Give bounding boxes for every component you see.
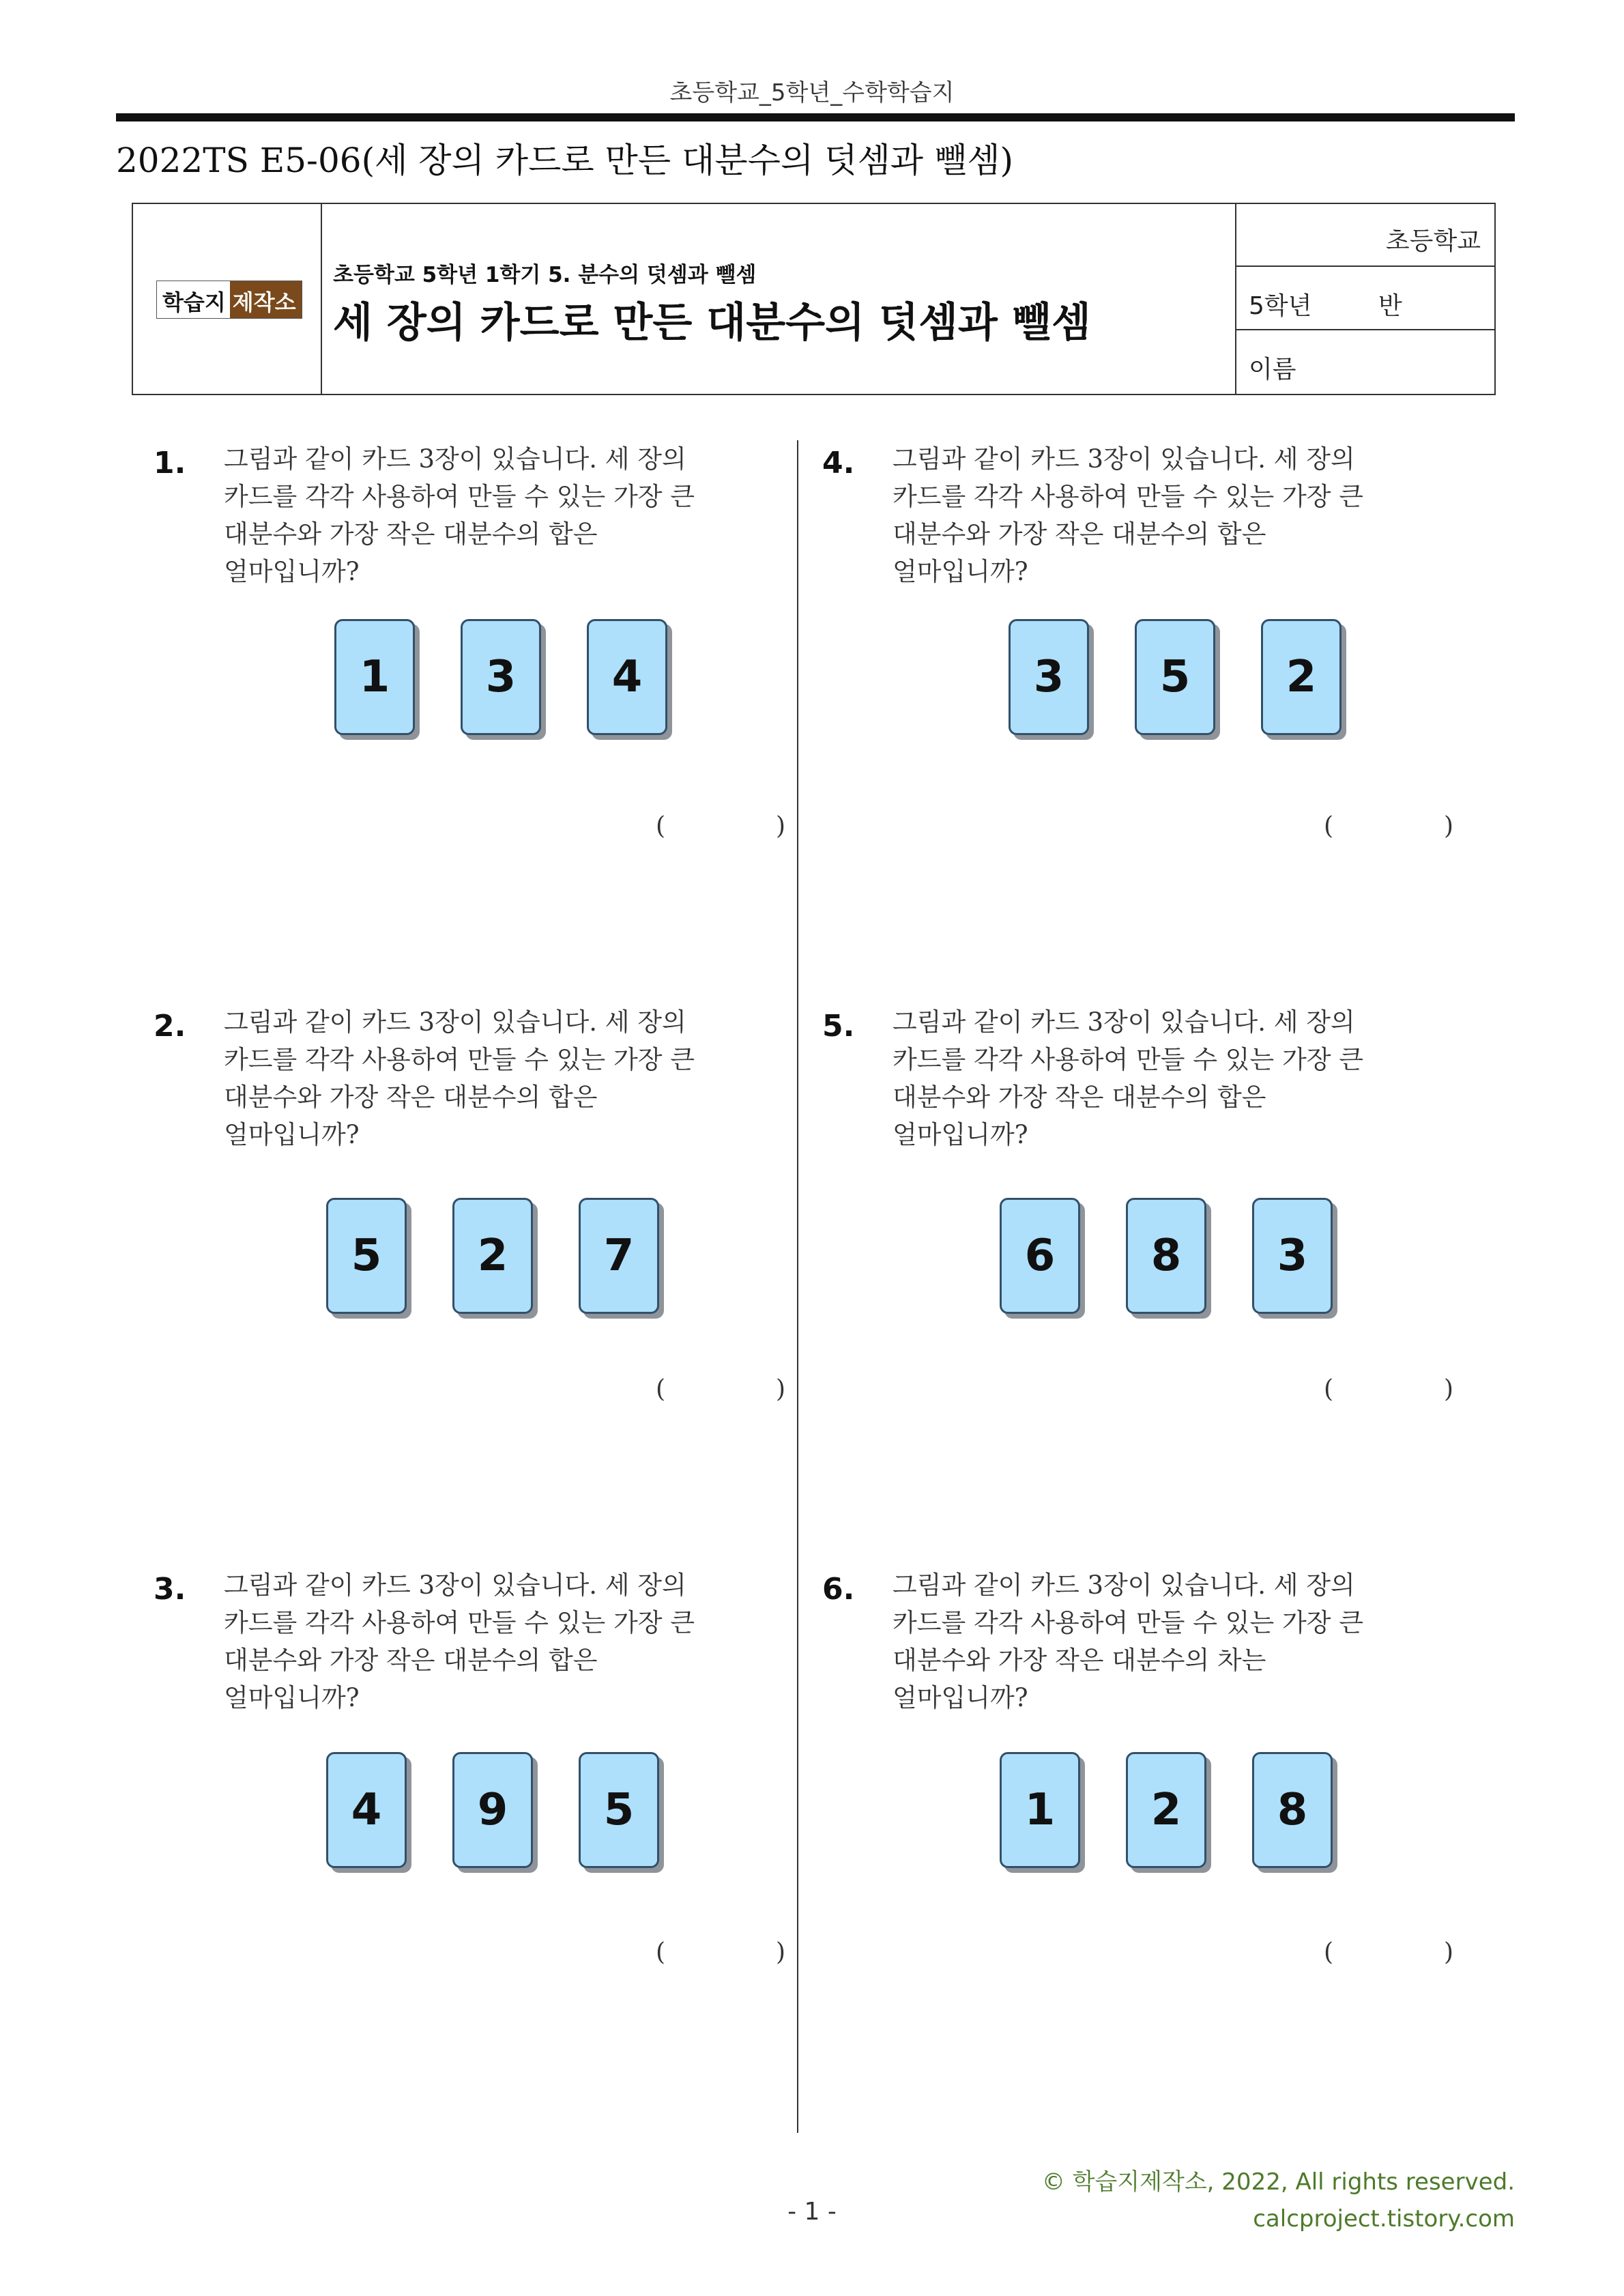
problem-line: 카드를 각각 사용하여 만들 수 있는 가장 큰 [224, 482, 695, 511]
problem-line: 대분수와 가장 작은 대분수의 합은 [224, 1082, 598, 1112]
problem-text [893, 1566, 1438, 1717]
number-card: 3 [461, 619, 541, 735]
number-card: 7 [579, 1198, 659, 1314]
problem-line: 얼마입니까? [224, 557, 360, 586]
page-number: - 1 - [787, 2198, 837, 2226]
problem-1 [154, 440, 822, 918]
class-label: 반 [1378, 292, 1402, 320]
answer-blank[interactable] [1324, 1375, 1453, 1409]
problem-2 [154, 1003, 822, 1481]
problem-text [893, 440, 1438, 590]
problem-line: 카드를 각각 사용하여 만들 수 있는 가장 큰 [893, 482, 1363, 511]
name-label: 이름 [1249, 356, 1296, 384]
problem-line: 그림과 같이 카드 3장이 있습니다. 세 장의 [893, 444, 1355, 474]
worksheet-header [132, 203, 1496, 395]
answer-close-paren: ) [1443, 1375, 1453, 1403]
answer-close-paren: ) [775, 1938, 785, 1966]
problem-6 [822, 1566, 1491, 2044]
problem-line: 카드를 각각 사용하여 만들 수 있는 가장 큰 [893, 1045, 1363, 1074]
problem-line: 얼마입니까? [893, 1683, 1028, 1712]
problem-line: 얼마입니까? [224, 1120, 360, 1149]
answer-open-paren: ( [1324, 1938, 1334, 1966]
logo-cell [133, 204, 322, 394]
number-card: 4 [587, 619, 667, 735]
answer-close-paren: ) [1443, 812, 1453, 840]
problem-line: 그림과 같이 카드 3장이 있습니다. 세 장의 [224, 1007, 686, 1037]
problem-line: 얼마입니까? [224, 1683, 360, 1712]
document-title: 2022TS E5-06(세 장의 카드로 만든 대분수의 덧셈과 뺄셈) [116, 141, 1014, 180]
problem-text [224, 1003, 770, 1153]
number-card: 3 [1252, 1198, 1333, 1314]
problem-line: 대분수와 가장 작은 대분수의 합은 [893, 519, 1266, 549]
problem-4 [822, 440, 1491, 918]
school-row [1235, 204, 1494, 267]
number-card: 1 [334, 619, 415, 735]
logo-text-b: 제작소 [230, 281, 302, 318]
student-info [1235, 204, 1494, 394]
top-caption: 초등학교_5학년_수학학습지 [669, 79, 955, 106]
problem-text [893, 1003, 1438, 1153]
problem-number: 2. [154, 1009, 186, 1044]
brand-logo [156, 281, 302, 319]
copyright-line: © 학습지제작소, 2022, All rights reserved. [1041, 2168, 1515, 2196]
problem-line: 대분수와 가장 작은 대분수의 합은 [224, 1646, 598, 1675]
answer-blank[interactable] [656, 1375, 785, 1409]
answer-open-paren: ( [656, 1375, 666, 1403]
problem-text [224, 440, 770, 590]
problem-line: 대분수와 가장 작은 대분수의 합은 [224, 519, 598, 549]
number-card: 8 [1252, 1752, 1333, 1868]
worksheet-title: 세 장의 카드로 만든 대분수의 덧셈과 뺄셈 [333, 299, 1091, 347]
number-card: 8 [1126, 1198, 1206, 1314]
grade-row [1235, 268, 1494, 330]
number-card: 2 [1261, 619, 1342, 735]
number-card: 4 [326, 1752, 407, 1868]
answer-close-paren: ) [775, 1375, 785, 1403]
name-row [1235, 331, 1494, 394]
answer-blank[interactable] [1324, 812, 1453, 846]
answer-close-paren: ) [775, 812, 785, 840]
subject-cell [321, 204, 1236, 394]
number-card: 5 [326, 1198, 407, 1314]
unit-subtitle: 초등학교 5학년 1학기 5. 분수의 덧셈과 뺄셈 [333, 263, 757, 287]
number-card: 2 [1126, 1752, 1206, 1868]
problem-line: 얼마입니까? [893, 557, 1028, 586]
number-card: 1 [1000, 1752, 1080, 1868]
number-card: 9 [452, 1752, 533, 1868]
problem-line: 카드를 각각 사용하여 만들 수 있는 가장 큰 [224, 1608, 695, 1637]
problem-number: 5. [822, 1009, 855, 1044]
answer-open-paren: ( [656, 812, 666, 840]
answer-close-paren: ) [1443, 1938, 1453, 1966]
problem-number: 3. [154, 1572, 186, 1607]
problem-line: 그림과 같이 카드 3장이 있습니다. 세 장의 [893, 1570, 1355, 1600]
problem-number: 4. [822, 446, 855, 480]
logo-text-a: 학습지 [157, 281, 230, 318]
problem-number: 1. [154, 446, 186, 480]
problem-line: 카드를 각각 사용하여 만들 수 있는 가장 큰 [893, 1608, 1363, 1637]
grade-label: 5학년 [1249, 292, 1312, 320]
problem-line: 그림과 같이 카드 3장이 있습니다. 세 장의 [893, 1007, 1355, 1037]
problem-line: 대분수와 가장 작은 대분수의 차는 [893, 1646, 1266, 1675]
problem-line: 얼마입니까? [893, 1120, 1028, 1149]
answer-blank[interactable] [656, 1938, 785, 1972]
answer-open-paren: ( [1324, 1375, 1334, 1403]
problem-5 [822, 1003, 1491, 1481]
number-card: 6 [1000, 1198, 1080, 1314]
answer-blank[interactable] [1324, 1938, 1453, 1972]
problem-line: 그림과 같이 카드 3장이 있습니다. 세 장의 [224, 444, 686, 474]
answer-open-paren: ( [1324, 812, 1334, 840]
problem-3 [154, 1566, 822, 2044]
top-rule [116, 113, 1515, 121]
school-label: 초등학교 [1385, 227, 1481, 255]
number-card: 5 [579, 1752, 659, 1868]
problem-number: 6. [822, 1572, 855, 1607]
answer-blank[interactable] [656, 812, 785, 846]
number-card: 2 [452, 1198, 533, 1314]
problem-line: 카드를 각각 사용하여 만들 수 있는 가장 큰 [224, 1045, 695, 1074]
number-card: 5 [1135, 619, 1215, 735]
answer-open-paren: ( [656, 1938, 666, 1966]
website-link[interactable]: calcproject.tistory.com [1253, 2205, 1515, 2233]
problem-text [224, 1566, 770, 1717]
problem-line: 그림과 같이 카드 3장이 있습니다. 세 장의 [224, 1570, 686, 1600]
number-card: 3 [1009, 619, 1089, 735]
problem-line: 대분수와 가장 작은 대분수의 합은 [893, 1082, 1266, 1112]
